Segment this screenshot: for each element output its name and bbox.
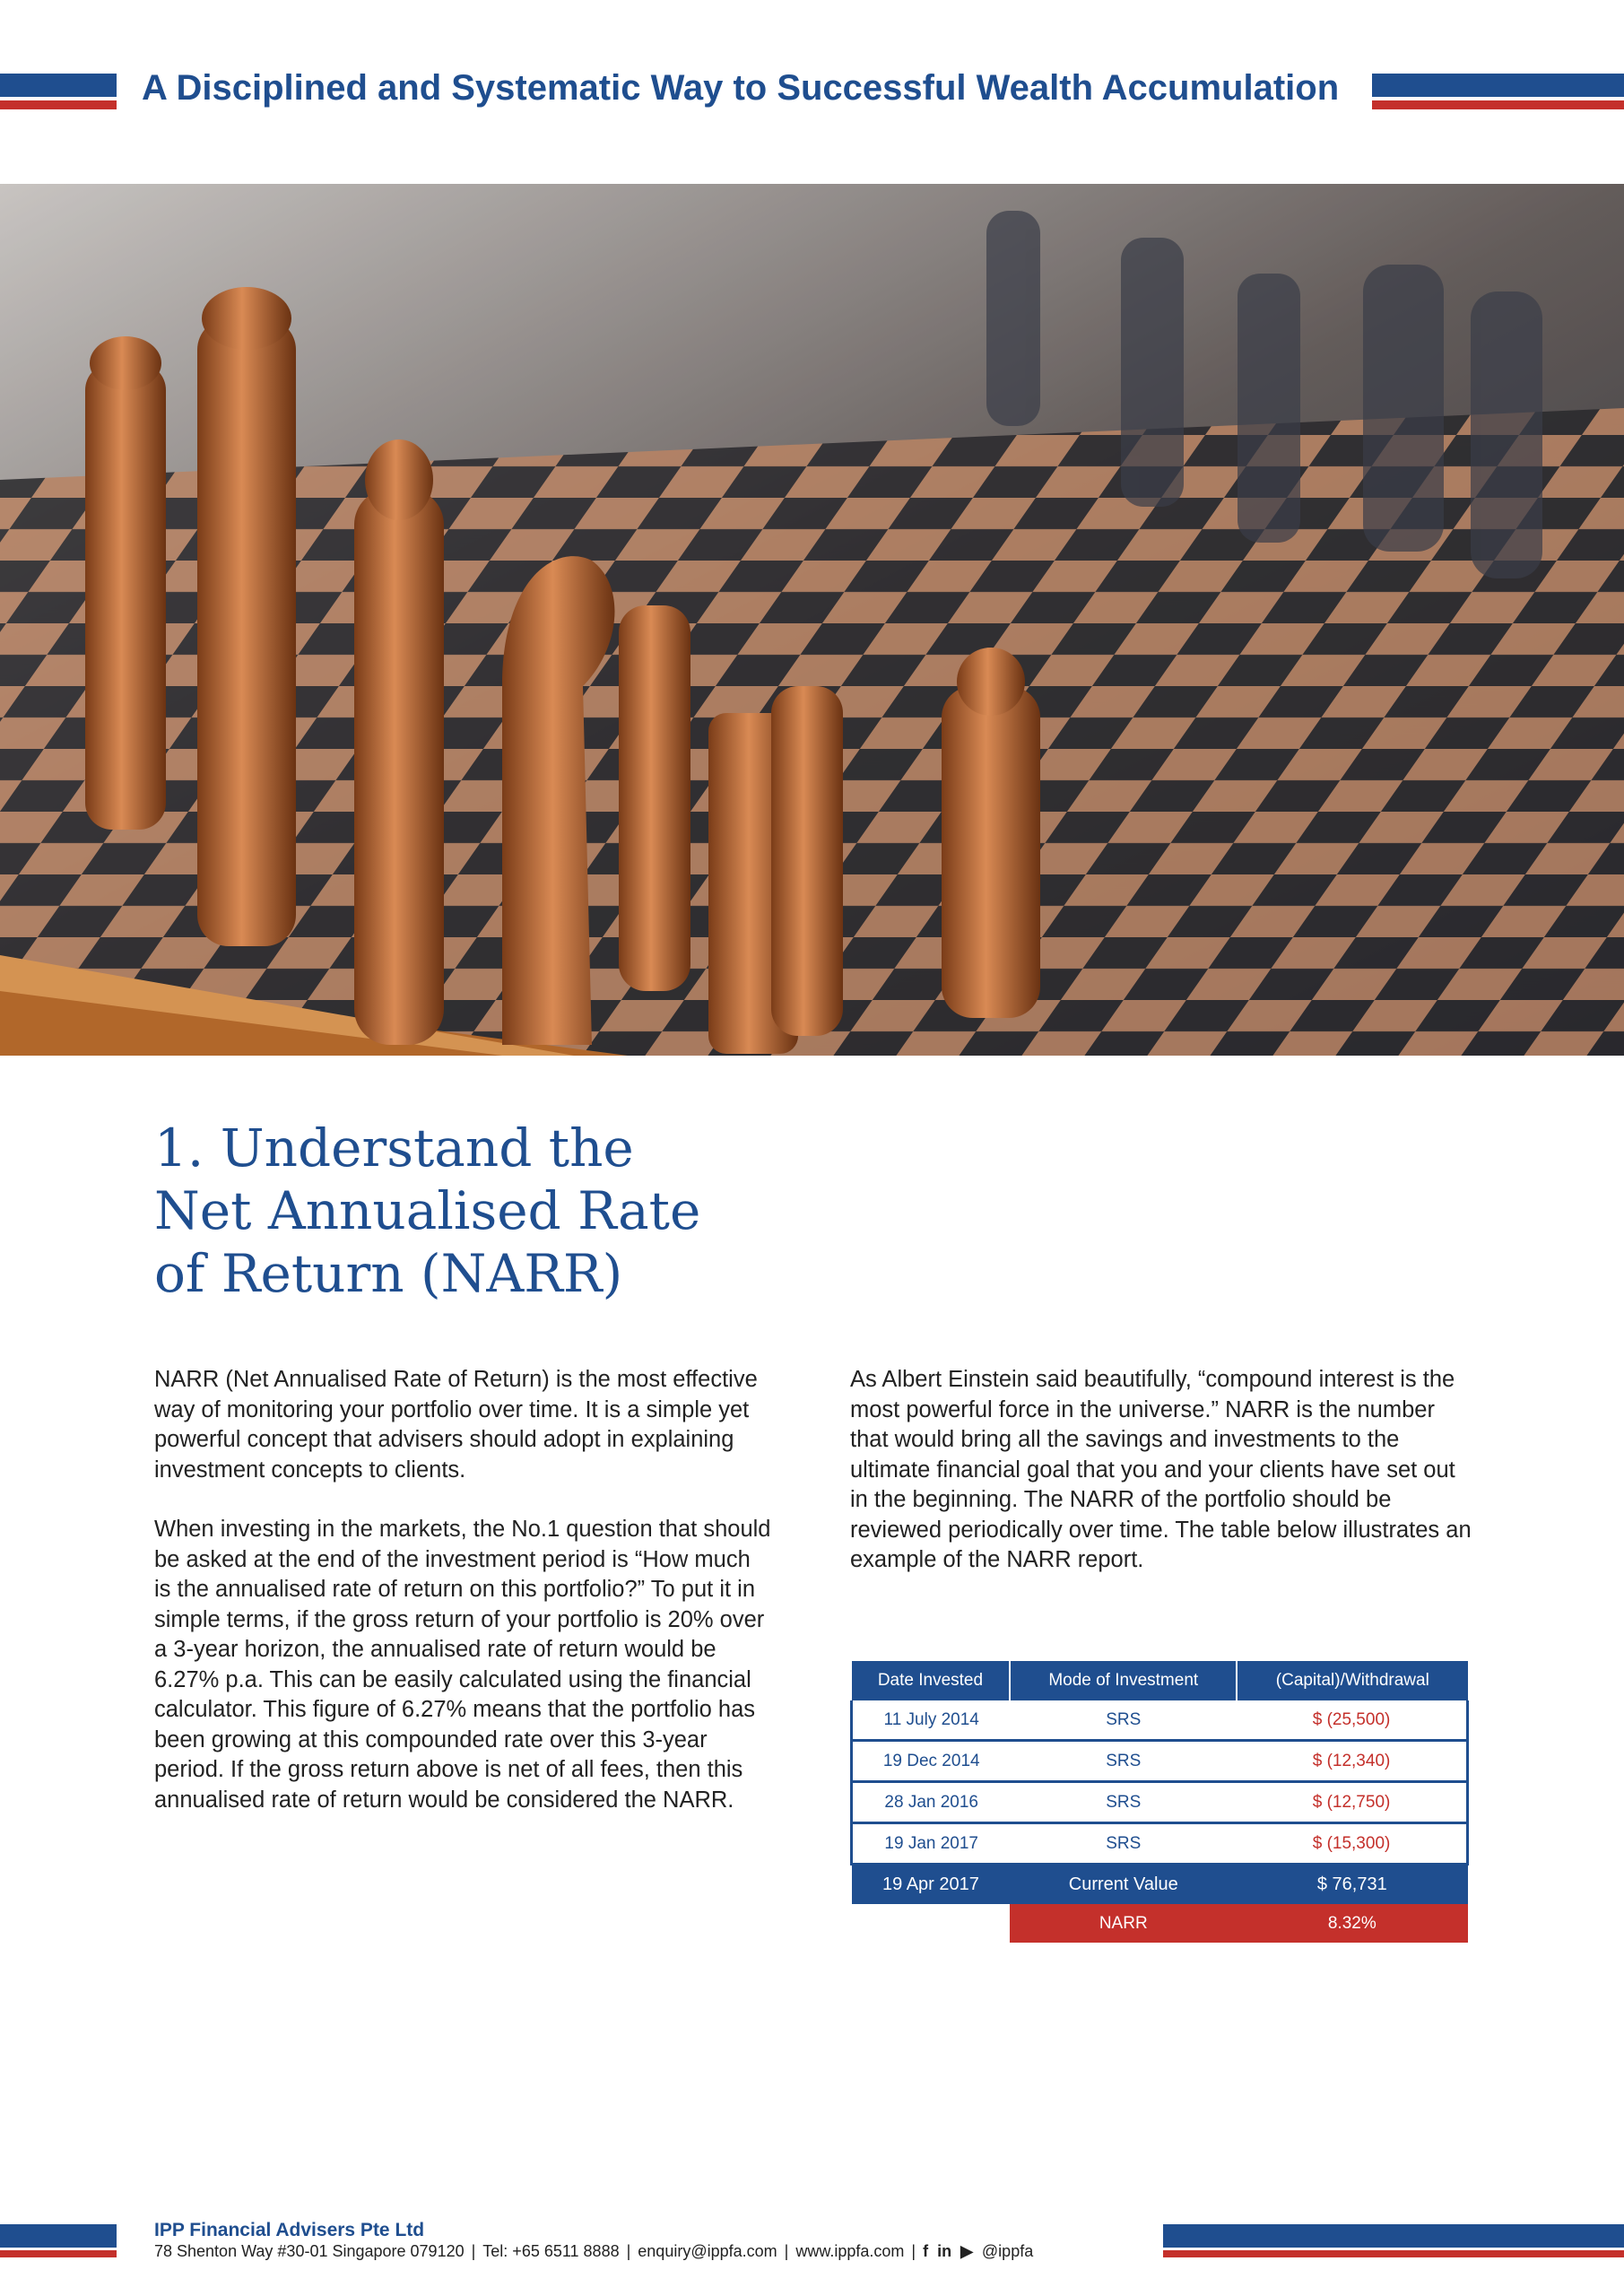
table-row <box>852 1700 1468 1741</box>
linkedin-icon[interactable]: in <box>937 2242 952 2260</box>
table-row <box>852 1741 1468 1782</box>
empty-cell <box>852 1904 1011 1943</box>
section-heading <box>154 1117 961 1305</box>
email-link[interactable]: enquiry@ippfa.com <box>638 2242 777 2260</box>
amount-cell: $ (12,340) <box>1237 1741 1467 1782</box>
social-handle[interactable]: @ippfa <box>981 2242 1034 2260</box>
contact-line: 78 Shenton Way #30-01 Singapore 079120 | Tel: +65 6511 8888 | enquiry@ippfa.com | www.ippfa.com | f in ▶ @ippfa <box>154 2242 1034 2260</box>
amount-cell: $ (25,500) <box>1237 1700 1467 1741</box>
mode-cell: SRS <box>1010 1782 1237 1823</box>
mode-cell: SRS <box>1010 1741 1237 1782</box>
narr-report-table <box>850 1661 1469 1943</box>
date-cell: 19 Dec 2014 <box>852 1741 1011 1782</box>
table-header: (Capital)/Withdrawal <box>1237 1661 1467 1700</box>
footer-bar-left <box>0 2224 117 2257</box>
right-column <box>850 1365 1478 1605</box>
body-paragraph: When investing in the markets, the No.1 question that should be asked at the end of the investment period is “How much is the annualised rate of return on this portfolio?” To put it in simple terms, if the gross return of your portfolio is 20% over a 3-year horizon, the annualised rate of return would be 6.27% p.a. This can be easily calculated using the financial calculator. This figure of 6.27% means that the portfolio has been growing at this compounded rate over this 3-year period. If the gross return above is net of all fees, then this annualised rate of return would be considered the NARR. <box>154 1517 771 1813</box>
footer-bar-right <box>1163 2224 1624 2257</box>
table-header-row <box>852 1661 1468 1700</box>
mode-cell: SRS <box>1010 1700 1237 1741</box>
header-bar-right <box>1372 74 1624 109</box>
heading-line: 1. Understand the <box>154 1118 634 1178</box>
current-value-row <box>852 1865 1468 1905</box>
date-cell: 11 July 2014 <box>852 1700 1011 1741</box>
youtube-icon[interactable]: ▶ <box>960 2242 973 2260</box>
mode-cell: SRS <box>1010 1823 1237 1865</box>
table-header: Date Invested <box>852 1661 1011 1700</box>
date-cell: 28 Jan 2016 <box>852 1782 1011 1823</box>
hero-chess-image <box>0 184 1624 1056</box>
heading-line: Net Annualised Rate <box>154 1180 701 1241</box>
heading-line: of Return (NARR) <box>154 1243 623 1304</box>
header-bar-left <box>0 74 117 109</box>
date-cell: 19 Apr 2017 <box>852 1865 1011 1905</box>
table-row <box>852 1782 1468 1823</box>
amount-cell: $ (12,750) <box>1237 1782 1467 1823</box>
label-cell: Current Value <box>1010 1865 1237 1905</box>
amount-cell: $ (15,300) <box>1237 1823 1467 1865</box>
address: 78 Shenton Way #30-01 Singapore 079120 <box>154 2242 465 2260</box>
phone: Tel: +65 6511 8888 <box>482 2242 620 2260</box>
amount-cell: $ 76,731 <box>1237 1865 1467 1905</box>
body-paragraph: As Albert Einstein said beautifully, “compound interest is the most powerful force in the universe.” NARR is the number that would bring all the savings and investments to the ultimate financial goal that you and your clients have set out in the beginning. The NARR of the portfolio should be reviewed periodically over time. The table below illustrates an example of the NARR report. <box>850 1367 1472 1572</box>
facebook-icon[interactable]: f <box>923 2242 929 2260</box>
table-row <box>852 1823 1468 1865</box>
narr-label: NARR <box>1010 1904 1237 1943</box>
page-title: A Disciplined and Systematic Way to Successful Wealth Accumulation <box>142 68 1340 108</box>
company-name: IPP Financial Advisers Pte Ltd <box>154 2220 425 2240</box>
narr-value: 8.32% <box>1237 1904 1467 1943</box>
left-column <box>154 1365 773 1845</box>
table-header: Mode of Investment <box>1010 1661 1237 1700</box>
body-paragraph: NARR (Net Annualised Rate of Return) is the most effective way of monitoring your portfolio over time. It is a simple yet powerful concept that advisers should adopt in explaining investment concepts to clients. <box>154 1367 758 1483</box>
narr-row <box>852 1904 1468 1943</box>
date-cell: 19 Jan 2017 <box>852 1823 1011 1865</box>
website-link[interactable]: www.ippfa.com <box>795 2242 905 2260</box>
